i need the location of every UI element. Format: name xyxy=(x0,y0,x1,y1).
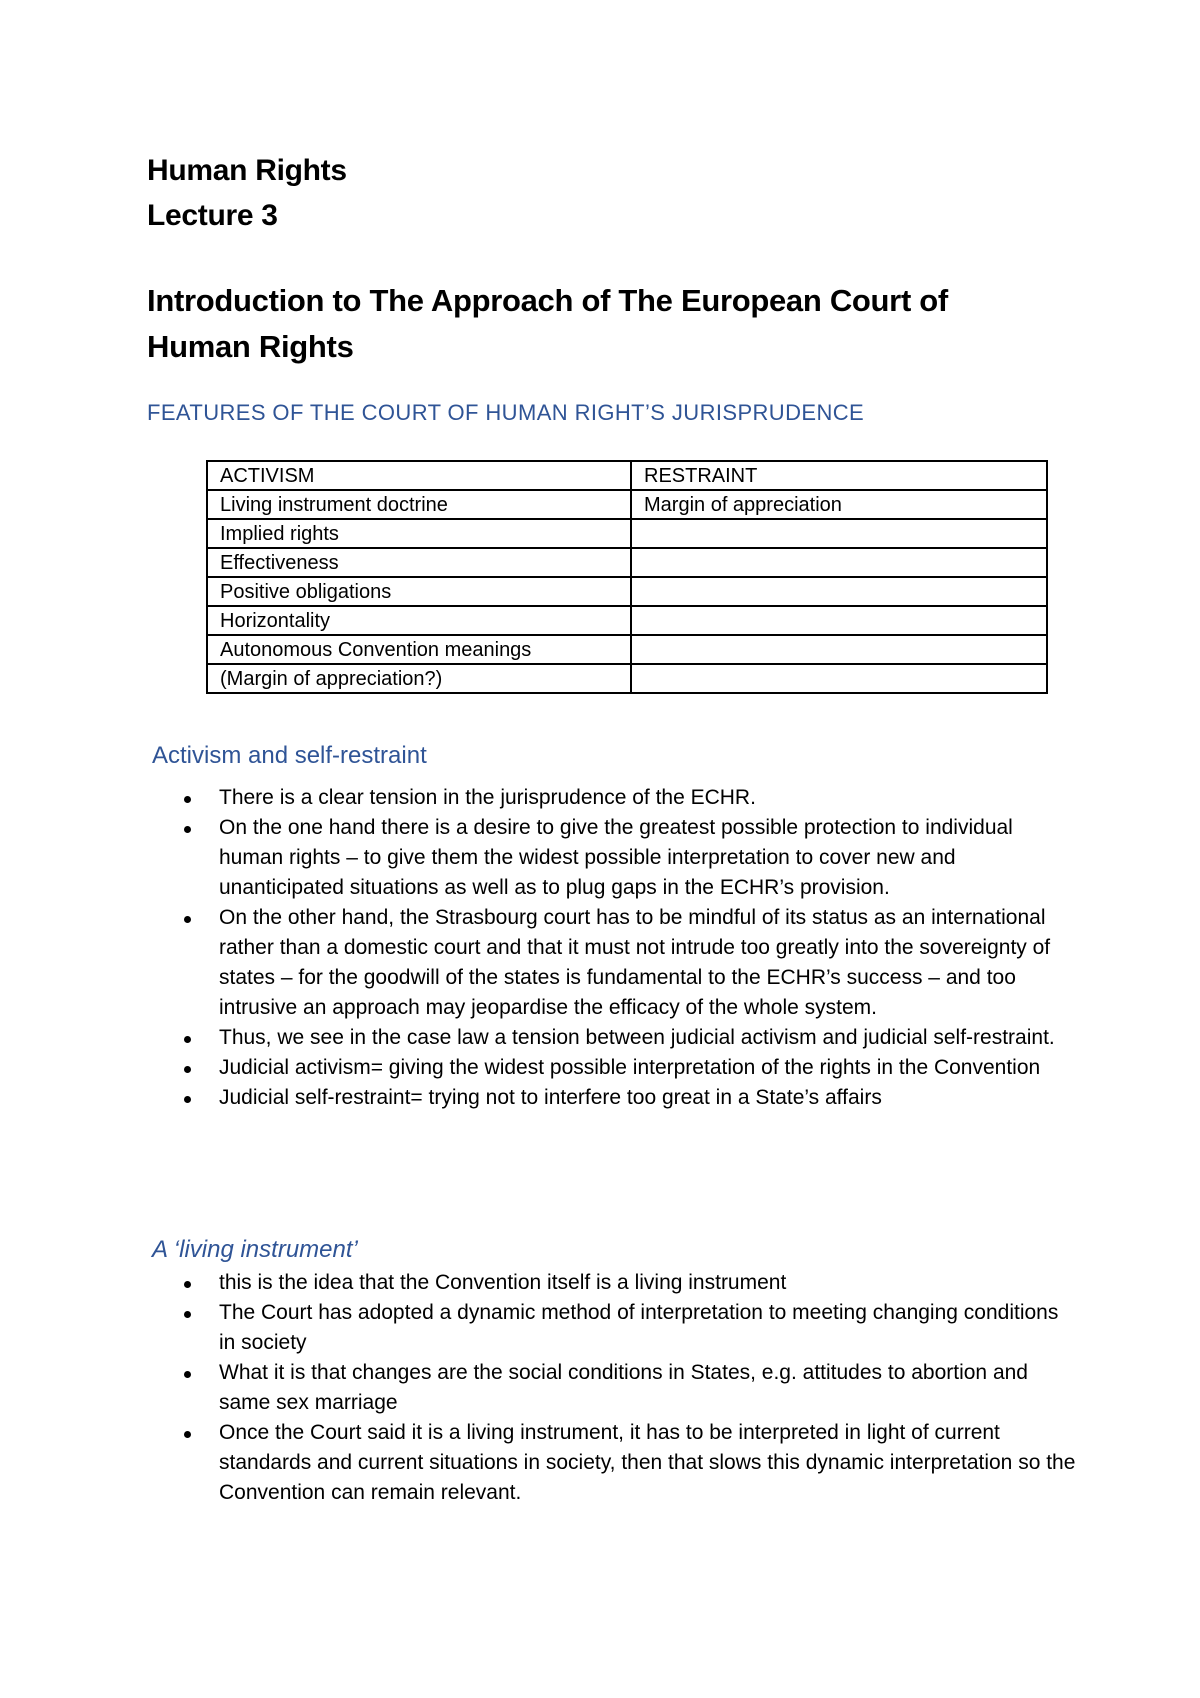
title-line: Human Rights xyxy=(147,154,347,187)
list-item-text: Thus, we see in the case law a tension between judicial activism and judicial self-restraint. xyxy=(219,1026,1055,1049)
bullet-icon xyxy=(184,1431,191,1438)
bullet-icon xyxy=(184,1311,191,1318)
list-item-text: Judicial activism= giving the widest possible interpretation of the rights in the Convention xyxy=(219,1056,1041,1079)
list-item xyxy=(219,1268,1079,1298)
activism-bullet-list xyxy=(219,783,1079,1113)
list-item xyxy=(219,1083,1079,1113)
list-item-text: this is the idea that the Convention itself is a living instrument xyxy=(219,1271,787,1294)
table-cell xyxy=(631,548,1047,577)
list-item xyxy=(219,813,1079,903)
table-cell: Positive obligations xyxy=(207,577,631,606)
table-cell: ACTIVISM xyxy=(207,461,631,490)
table-cell xyxy=(631,606,1047,635)
table-cell xyxy=(631,577,1047,606)
list-item xyxy=(219,1358,1079,1418)
list-item-text: On the other hand, the Strasbourg court has to be mindful of its status as an international rather than a domestic court and that it must not intrude too greatly into the sovereignty of states – for the goodwill of the states is fundamental to the ECHR’s success – and too intrusive an approach may jeopardise the efficacy of the whole system. xyxy=(219,906,1051,1019)
table-row xyxy=(207,606,1047,635)
subtitle-line: Lecture 3 xyxy=(147,199,278,232)
table-row xyxy=(207,548,1047,577)
table-row xyxy=(207,635,1047,664)
activism-heading: Activism and self-restraint xyxy=(152,742,427,769)
list-item xyxy=(219,1418,1079,1508)
list-item-text: Judicial self-restraint= trying not to interfere too great in a State’s affairs xyxy=(219,1086,882,1109)
list-item-text: On the one hand there is a desire to give the greatest possible protection to individual human rights – to give them the widest possible interpretation to cover new and unanticipated situations as well as to plug gaps in the ECHR’s provision. xyxy=(219,816,1013,899)
features-heading: FEATURES OF THE COURT OF HUMAN RIGHT’S JURISPRUDENCE xyxy=(147,400,865,425)
bullet-icon xyxy=(184,796,191,803)
table-cell xyxy=(631,635,1047,664)
living-instrument-bullet-list xyxy=(219,1268,1079,1508)
bullet-icon xyxy=(184,1371,191,1378)
table-row xyxy=(207,519,1047,548)
list-item-text: There is a clear tension in the jurisprudence of the ECHR. xyxy=(219,786,756,809)
table-cell: RESTRAINT xyxy=(631,461,1047,490)
table-row xyxy=(207,461,1047,490)
main-heading: Introduction to The Approach of The European Court of Human Rights xyxy=(147,283,948,364)
bullet-icon xyxy=(184,1066,191,1073)
list-item xyxy=(219,783,1079,813)
table-cell: Autonomous Convention meanings xyxy=(207,635,631,664)
list-item xyxy=(219,1298,1079,1358)
table-cell: Implied rights xyxy=(207,519,631,548)
list-item xyxy=(219,903,1079,1023)
table-cell xyxy=(631,519,1047,548)
bullet-icon xyxy=(184,1281,191,1288)
table-cell xyxy=(631,664,1047,693)
list-item xyxy=(219,1053,1079,1083)
bullet-icon xyxy=(184,916,191,923)
document-title xyxy=(147,148,347,238)
list-item-text: The Court has adopted a dynamic method of interpretation to meeting changing conditions in society xyxy=(219,1301,1059,1354)
table-cell: Living instrument doctrine xyxy=(207,490,631,519)
living-instrument-heading: A ‘living instrument’ xyxy=(152,1236,358,1263)
table-cell: Margin of appreciation xyxy=(631,490,1047,519)
features-table xyxy=(206,460,1048,694)
table-row xyxy=(207,664,1047,693)
table-row xyxy=(207,577,1047,606)
bullet-icon xyxy=(184,826,191,833)
table-cell: Effectiveness xyxy=(207,548,631,577)
table-cell: (Margin of appreciation?) xyxy=(207,664,631,693)
list-item-text: Once the Court said it is a living instrument, it has to be interpreted in light of current standards and current situations in society, then that slows this dynamic interpretation so the Convention can remain relevant. xyxy=(219,1421,1076,1504)
table-cell: Horizontality xyxy=(207,606,631,635)
bullet-icon xyxy=(184,1036,191,1043)
table-row xyxy=(207,490,1047,519)
list-item xyxy=(219,1023,1079,1053)
list-item-text: What it is that changes are the social conditions in States, e.g. attitudes to abortion and same sex marriage xyxy=(219,1361,1028,1414)
bullet-icon xyxy=(184,1096,191,1103)
